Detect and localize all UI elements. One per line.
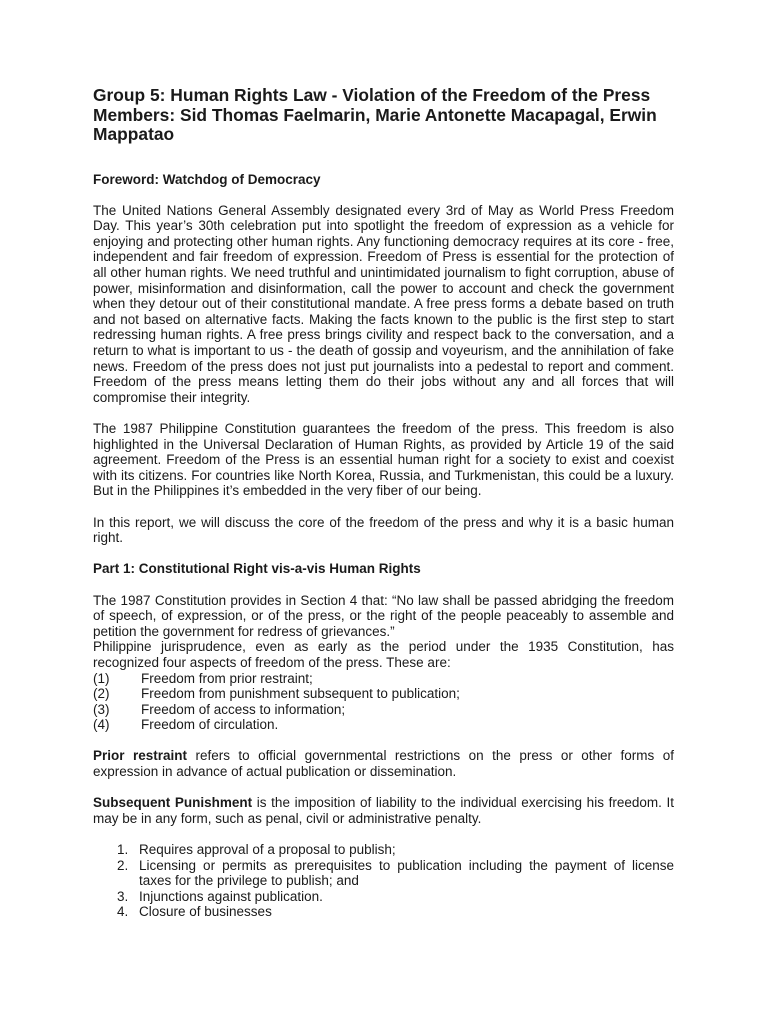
aspect-item	[93, 686, 674, 702]
restriction-number: 2.	[117, 857, 129, 873]
title-line-1: Group 5: Human Rights Law - Violation of the Freedom of the Press	[93, 85, 651, 105]
subsequent-punishment-definition: is the imposition of liability to the individual exercising his freedom. It may be in any form, such as penal, civil or administrative penalty.	[93, 795, 674, 826]
restriction-item	[93, 904, 674, 920]
aspect-text: Freedom of circulation.	[141, 717, 279, 733]
restriction-number: 1.	[117, 842, 129, 858]
restrictions-list	[93, 842, 674, 920]
foreword-paragraph-3: In this report, we will discuss the core of the freedom of the press and why it is a basic human right.	[93, 514, 674, 546]
foreword-paragraph-1: The United Nations General Assembly designated every 3rd of May as World Press Freedom Day. This year’s 30th celebration put into spotlight the freedom of expression as a vehicle for enjoying and protecting other human rights. Any functioning democracy requires at its core - free, independent and fair freedom of expression. Freedom of Press is essential for the protection of all other human rights. We need truthful and unintimidated journalism to fight corruption, abuse of power, misinformation and disinformation, call the power to account and check the government when they detour out of their constitutional mandate. A free press forms a debate based on truth and not based on alternative facts. Making the facts known to the public is the first step to start redressing human rights. A free press brings civility and respect back to the conversation, and a return to what is important to us - the death of gossip and voyeurism, and the annihilation of fake news. Freedom of the press does not just put journalists into a pedestal to report and comment. Freedom of the press means letting them do their jobs without any and all forces that will compromise their integrity.	[93, 202, 674, 405]
restriction-text: Injunctions against publication.	[139, 888, 323, 904]
restriction-text: Closure of businesses	[139, 904, 272, 920]
restriction-item	[93, 889, 674, 905]
aspect-text: Freedom from prior restraint;	[141, 670, 313, 686]
foreword-paragraph-2: The 1987 Philippine Constitution guarantees the freedom of the press. This freedom is also highlighted in the Universal Declaration of Human Rights, as provided by Article 19 of the said agreement. Freedom of the Press is an essential human right for a society to exist and coexist with its citizens. For countries like North Korea, Russia, and Turkmenistan, this could be a luxury. But in the Philippines it’s embedded in the very fiber of our being.	[93, 421, 674, 499]
restriction-text: Requires approval of a proposal to publish;	[139, 842, 396, 858]
restriction-number: 4.	[117, 904, 129, 920]
part1-paragraph-2: Philippine jurisprudence, even as early as the period under the 1935 Constitution, has recognized four aspects of freedom of the press. These are:	[93, 639, 674, 670]
aspect-number: (4)	[93, 717, 110, 733]
subsequent-punishment-paragraph	[93, 795, 674, 826]
restriction-item	[93, 842, 674, 858]
prior-restraint-definition: refers to official governmental restrictions on the press or other forms of expression in advance of actual publication or dissemination.	[93, 748, 674, 780]
foreword-heading: Foreword: Watchdog of Democracy	[93, 171, 321, 187]
restriction-number: 3.	[117, 888, 129, 904]
prior-restraint-term: Prior restraint	[93, 748, 187, 764]
aspect-item	[93, 717, 674, 733]
restriction-item	[93, 858, 674, 889]
aspect-number: (1)	[93, 670, 110, 686]
aspect-item	[93, 671, 674, 687]
subsequent-punishment-term: Subsequent Punishment	[93, 795, 253, 811]
part1-heading: Part 1: Constitutional Right vis-a-vis Human Rights	[93, 561, 421, 577]
aspect-item	[93, 702, 674, 718]
document-title	[93, 86, 674, 145]
title-line-2: Members: Sid Thomas Faelmarin, Marie Antonette Macapagal, Erwin Mappatao	[93, 104, 657, 144]
part1-paragraph-1: The 1987 Constitution provides in Section 4 that: “No law shall be passed abridging the freedom of speech, of expression, or of the press, or the right of the people peaceably to assemble and petition the government for redress of grievances.”	[93, 592, 674, 639]
aspect-text: Freedom of access to information;	[141, 701, 346, 717]
restriction-text: Licensing or permits as prerequisites to publication including the payment of license taxes for the privilege to publish; and	[139, 857, 674, 889]
prior-restraint-paragraph	[93, 748, 674, 779]
document-page	[93, 86, 674, 920]
aspect-number: (2)	[93, 686, 110, 702]
aspect-number: (3)	[93, 701, 110, 717]
aspects-list	[93, 671, 674, 733]
aspect-text: Freedom from punishment subsequent to publication;	[141, 686, 460, 702]
